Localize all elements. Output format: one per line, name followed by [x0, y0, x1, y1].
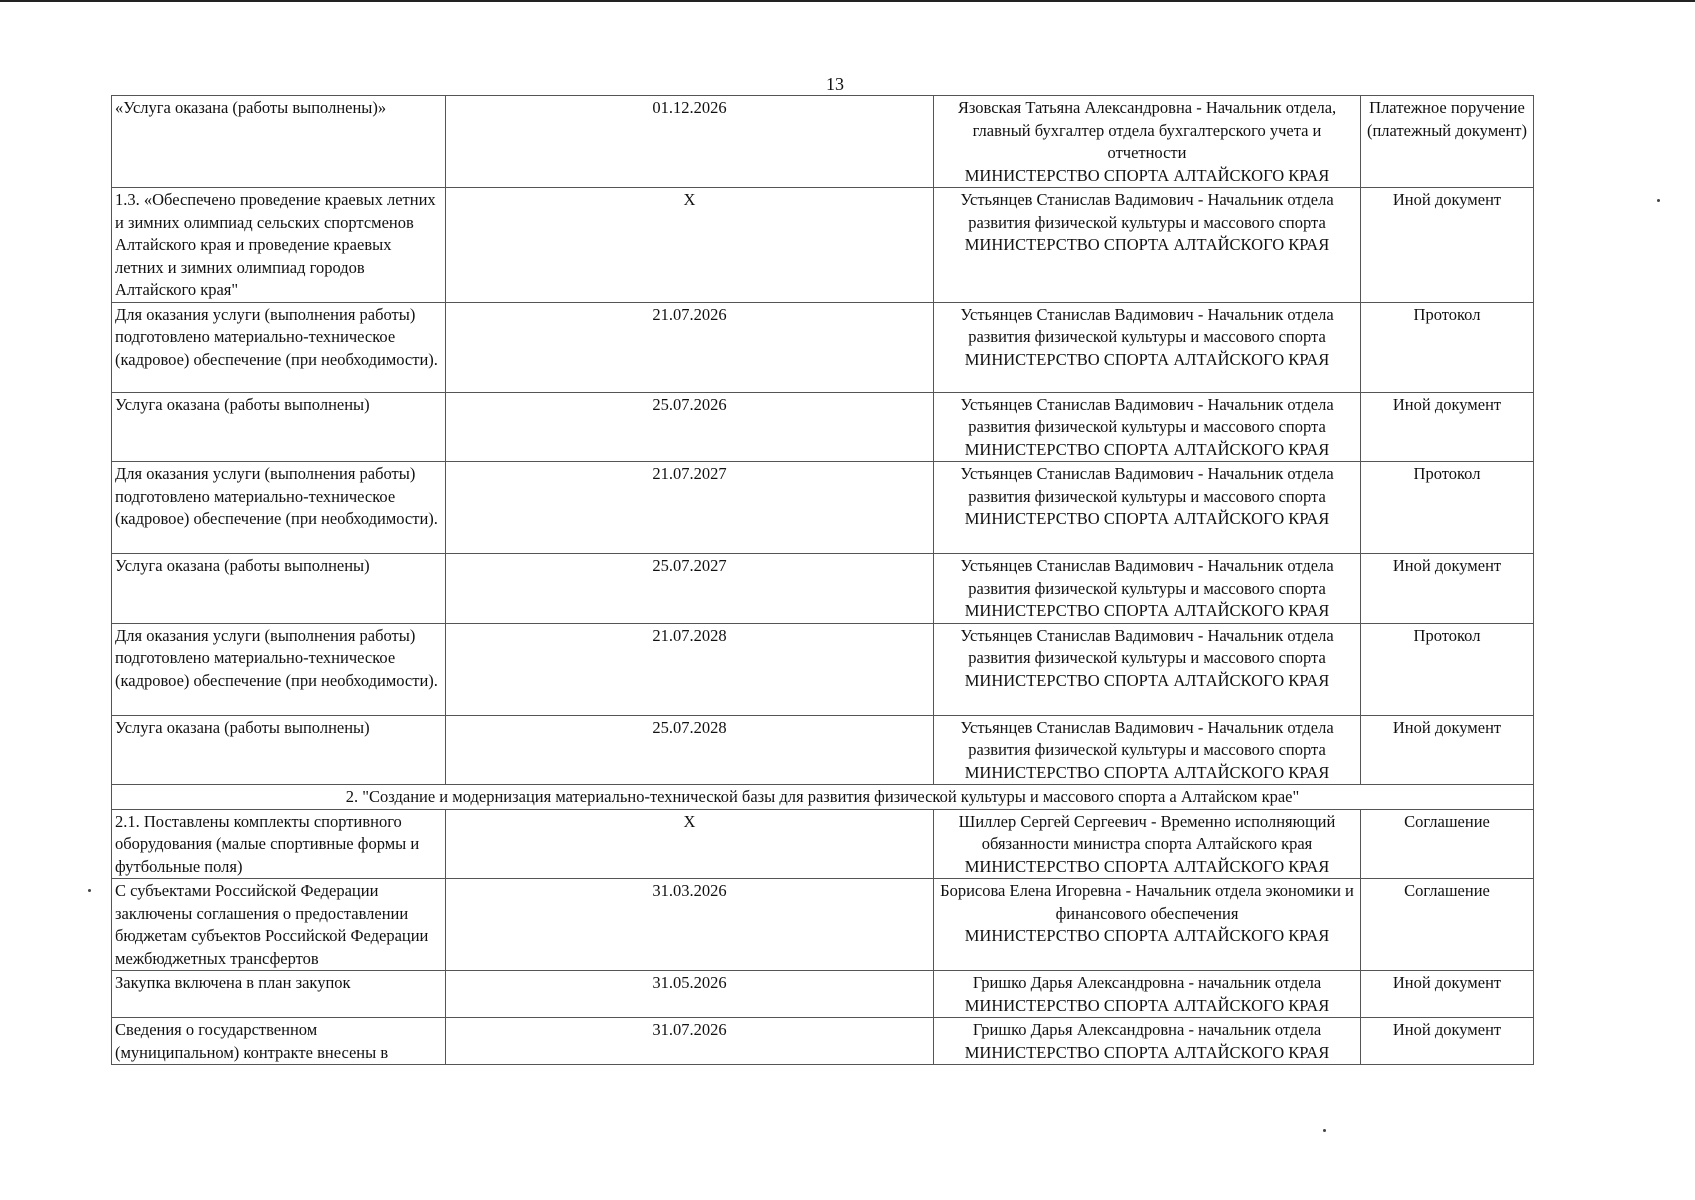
scan-speck: [88, 889, 91, 892]
responsible-organization: МИНИСТЕРСТВО СПОРТА АЛТАЙСКОГО КРАЯ: [964, 439, 1330, 459]
control-point-date: 01.12.2026: [446, 96, 934, 188]
table-row: [112, 302, 1534, 392]
document-type: Иной документ: [1361, 392, 1534, 462]
control-point-date: X: [446, 188, 934, 303]
control-point-date: 25.07.2026: [446, 392, 934, 462]
responsible-person: Гришко Дарья Александровна - начальник отдела: [972, 973, 1322, 992]
table-row: [112, 879, 1534, 971]
control-point-name: Для оказания услуги (выполнения работы) подготовлено материально-техническое (кадровое) обеспечение (при необходимости).: [112, 302, 446, 392]
responsible-organization: МИНИСТЕРСТВО СПОРТА АЛТАЙСКОГО КРАЯ: [964, 670, 1330, 690]
scan-speck: [1657, 199, 1660, 202]
responsible-organization: МИНИСТЕРСТВО СПОРТА АЛТАЙСКОГО КРАЯ: [964, 509, 1330, 528]
table-row: [112, 971, 1534, 1018]
control-point-name: С субъектами Российской Федерации заключены соглашения о предоставлении бюджетам субъектов Российской Федерации межбюджетных трансфертов: [112, 879, 446, 971]
control-point-date: 21.07.2026: [446, 302, 934, 392]
document-type: Соглашение: [1361, 879, 1534, 971]
responsible-person: Борисова Елена Игоревна - Начальник отдела экономики и финансового обеспечения: [940, 881, 1354, 923]
control-point-name: 1.3. «Обеспечено проведение краевых летних и зимних олимпиад сельских спортсменов Алтайского края и проведение краевых летних и зимних олимпиад городов Алтайского края": [112, 188, 446, 303]
table-body: [112, 96, 1534, 1065]
document-type: Протокол: [1361, 302, 1534, 392]
table-row: [112, 809, 1534, 879]
control-point-name: Закупка включена в план закупок: [112, 971, 446, 1018]
responsible-organization: МИНИСТЕРСТВО СПОРТА АЛТАЙСКОГО КРАЯ: [964, 762, 1330, 782]
document-type: Соглашение: [1361, 809, 1534, 879]
responsible-person: Гришко Дарья Александровна - начальник отдела: [972, 1020, 1322, 1039]
table-row: [112, 715, 1534, 785]
responsible-organization: МИНИСТЕРСТВО СПОРТА АЛТАЙСКОГО КРАЯ: [964, 601, 1330, 620]
control-point-date: 31.05.2026: [446, 971, 934, 1018]
responsible-organization: МИНИСТЕРСТВО СПОРТА АЛТАЙСКОГО КРАЯ: [964, 995, 1330, 1015]
responsible-person: Устьянцев Станислав Вадимович - Начальник отдела развития физической культуры и массового спорта: [960, 625, 1334, 667]
control-point-name: Услуга оказана (работы выполнены): [112, 392, 446, 462]
table-row: [112, 392, 1534, 462]
table-row: [112, 554, 1534, 624]
document-type: Иной документ: [1361, 971, 1534, 1018]
control-point-date: 21.07.2028: [446, 623, 934, 715]
table-row: [112, 96, 1534, 188]
responsible-cell: [934, 302, 1361, 392]
responsible-person: Устьянцев Станислав Вадимович - Начальник отдела развития физической культуры и массового спорта: [960, 394, 1334, 436]
scan-speck: [1323, 1129, 1326, 1132]
control-point-date: 25.07.2027: [446, 554, 934, 624]
control-point-date: 31.07.2026: [446, 1018, 934, 1065]
responsible-person: Устьянцев Станислав Вадимович - Начальник отдела развития физической культуры и массового спорта: [960, 304, 1334, 346]
responsible-cell: [934, 623, 1361, 715]
document-type: Иной документ: [1361, 188, 1534, 303]
scan-top-border: [0, 0, 1695, 2]
control-point-date: 21.07.2027: [446, 462, 934, 554]
responsible-person: Шиллер Сергей Сергеевич - Временно исполняющий обязанности министра спорта Алтайского края: [958, 811, 1336, 853]
table-row: [112, 188, 1534, 303]
responsible-organization: МИНИСТЕРСТВО СПОРТА АЛТАЙСКОГО КРАЯ: [964, 926, 1330, 945]
responsible-cell: [934, 715, 1361, 785]
responsible-organization: МИНИСТЕРСТВО СПОРТА АЛТАЙСКОГО КРАЯ: [964, 165, 1330, 185]
responsible-cell: [934, 809, 1361, 879]
responsible-cell: [934, 1018, 1361, 1065]
responsible-person: Устьянцев Станислав Вадимович - Начальник отдела развития физической культуры и массового спорта: [960, 556, 1334, 598]
responsible-organization: МИНИСТЕРСТВО СПОРТА АЛТАЙСКОГО КРАЯ: [964, 235, 1330, 254]
responsible-cell: [934, 879, 1361, 971]
document-type: Иной документ: [1361, 1018, 1534, 1065]
section-title: 2. "Создание и модернизация материально-технической базы для развития физической культуры и массового спорта а Алтайском крае": [112, 785, 1534, 810]
control-point-name: Для оказания услуги (выполнения работы) подготовлено материально-техническое (кадровое) обеспечение (при необходимости).: [112, 462, 446, 554]
responsible-organization: МИНИСТЕРСТВО СПОРТА АЛТАЙСКОГО КРАЯ: [964, 1042, 1330, 1062]
control-point-name: Услуга оказана (работы выполнены): [112, 715, 446, 785]
control-points-table: [111, 95, 1534, 1065]
document-type: Протокол: [1361, 623, 1534, 715]
table-row: [112, 462, 1534, 554]
control-point-name: «Услуга оказана (работы выполнены)»: [112, 96, 446, 188]
responsible-cell: [934, 462, 1361, 554]
control-point-name: 2.1. Поставлены комплекты спортивного оборудования (малые спортивные формы и футбольные поля): [112, 809, 446, 879]
control-point-date: X: [446, 809, 934, 879]
document-type: Протокол: [1361, 462, 1534, 554]
section-row: [112, 785, 1534, 810]
responsible-cell: [934, 971, 1361, 1018]
responsible-cell: [934, 188, 1361, 303]
responsible-cell: [934, 96, 1361, 188]
document-type: Платежное поручение (платежный документ): [1361, 96, 1534, 188]
control-point-name: Для оказания услуги (выполнения работы) подготовлено материально-техническое (кадровое) обеспечение (при необходимости).: [112, 623, 446, 715]
control-point-name: Услуга оказана (работы выполнены): [112, 554, 446, 624]
control-point-date: 25.07.2028: [446, 715, 934, 785]
responsible-person: Устьянцев Станислав Вадимович - Начальник отдела развития физической культуры и массового спорта: [960, 717, 1334, 759]
responsible-cell: [934, 392, 1361, 462]
responsible-organization: МИНИСТЕРСТВО СПОРТА АЛТАЙСКОГО КРАЯ: [964, 856, 1330, 876]
table-row: [112, 1018, 1534, 1065]
control-point-date: 31.03.2026: [446, 879, 934, 971]
document-type: Иной документ: [1361, 554, 1534, 624]
responsible-person: Устьянцев Станислав Вадимович - Начальник отдела развития физической культуры и массового спорта: [960, 464, 1334, 506]
responsible-cell: [934, 554, 1361, 624]
responsible-organization: МИНИСТЕРСТВО СПОРТА АЛТАЙСКОГО КРАЯ: [964, 349, 1330, 369]
document-type: Иной документ: [1361, 715, 1534, 785]
responsible-person: Устьянцев Станислав Вадимович - Начальник отдела развития физической культуры и массового спорта: [960, 190, 1334, 232]
page-number: 13: [826, 74, 844, 94]
control-point-name: Сведения о государственном (муниципальном) контракте внесены в: [112, 1018, 446, 1065]
table-row: [112, 623, 1534, 715]
responsible-person: Язовская Татьяна Александровна - Начальник отдела, главный бухгалтер отдела бухгалтерского учета и отчетности: [957, 98, 1337, 162]
